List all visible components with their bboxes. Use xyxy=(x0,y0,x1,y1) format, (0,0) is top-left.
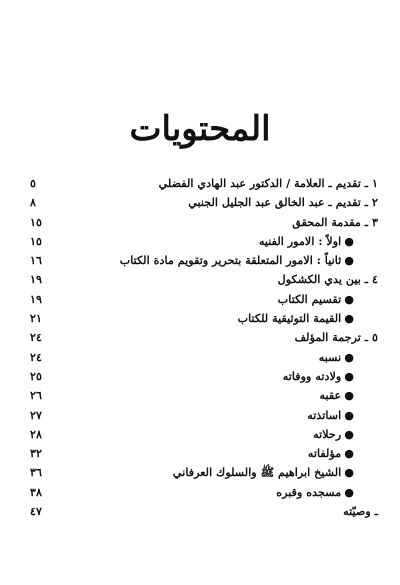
bullet-icon: ● xyxy=(344,426,354,441)
toc-subentry xyxy=(30,290,378,309)
toc-entry-title: ٤ ـ بين يدي الكشكول xyxy=(277,272,378,287)
toc-entry-title: ـ وصيّته xyxy=(343,504,378,519)
toc-entry xyxy=(30,328,378,347)
toc-page-number: ٢٧ xyxy=(30,407,43,422)
toc-entry-title: ٣ ـ مقدمة المحقق xyxy=(292,214,378,229)
toc-entry-title: ولادته ووفاته xyxy=(282,368,342,383)
toc-subentry xyxy=(30,425,378,444)
bullet-icon: ● xyxy=(344,253,354,268)
bullet-icon: ● xyxy=(344,465,354,480)
toc-page-number: ٢١ xyxy=(30,311,43,326)
toc-page-number: ٣٦ xyxy=(30,465,43,480)
toc-subentry xyxy=(30,463,378,482)
toc-entry-title: ٢ ـ تقديم ـ عبد الخالق عبد الجليل الجنبي xyxy=(188,195,378,210)
bullet-icon: ● xyxy=(344,349,354,364)
toc-entry xyxy=(30,502,378,521)
bullet-icon: ● xyxy=(344,484,354,499)
toc-page-number: ٥ xyxy=(30,176,37,190)
toc-page-number: ٢٥ xyxy=(30,368,43,383)
toc-entry-title: مؤلفاته xyxy=(307,446,342,461)
bullet-icon: ● xyxy=(344,368,354,383)
toc-entry-title: ثانياً : الامور المتعلقة بتحرير وتقويم مادة الكتاب xyxy=(119,253,342,268)
toc-entry xyxy=(30,193,378,212)
toc-entry-title: مسجده وقبره xyxy=(276,484,342,499)
toc-entry-title: القيمة التوثيقية للكتاب xyxy=(237,311,342,326)
toc-entry-title: عقبه xyxy=(319,388,342,403)
bullet-icon: ● xyxy=(344,446,354,461)
toc-entry-title: ١ ـ تقديم ـ العلامة / الدكتور عبد الهادي الفضلي xyxy=(158,176,378,190)
toc-page-number: ١٩ xyxy=(30,272,43,287)
toc-subentry xyxy=(30,348,378,367)
toc-entry-title: نسبه xyxy=(318,349,342,364)
toc-entry xyxy=(30,270,378,289)
toc-subentry xyxy=(30,386,378,405)
toc-entry-title: اولاً : الامور الفنيه xyxy=(258,233,342,248)
bullet-icon: ● xyxy=(344,233,354,248)
toc-subentry xyxy=(30,406,378,425)
toc-page-number: ٣٨ xyxy=(30,484,43,499)
bullet-icon: ● xyxy=(344,407,354,422)
toc-entry-title: الشيخ ابراهيم ﷺ والسلوك العرفاني xyxy=(172,465,342,480)
toc-entry-title: ٥ ـ ترجمة المؤلف xyxy=(294,330,378,345)
toc-page-number: ٢٤ xyxy=(30,349,43,364)
toc-entry-title: تقسيم الكتاب xyxy=(277,291,342,306)
bullet-icon: ● xyxy=(344,311,354,326)
toc-subentry xyxy=(30,251,378,270)
toc-page-number: ٢٦ xyxy=(30,388,43,403)
toc-entry xyxy=(30,213,378,232)
toc-page-number: ٣٢ xyxy=(30,446,43,461)
toc-subentry xyxy=(30,232,378,251)
toc-entry xyxy=(30,174,378,193)
toc-subentry xyxy=(30,309,378,328)
bullet-icon: ● xyxy=(344,291,354,306)
toc-subentry xyxy=(30,444,378,463)
toc-page-number: ١٩ xyxy=(30,291,43,306)
toc-page-number: ٢٤ xyxy=(30,330,43,345)
toc-entry-title: اساتذته xyxy=(307,407,342,422)
bullet-icon: ● xyxy=(344,388,354,403)
toc-page-number: ٤٧ xyxy=(30,504,43,519)
toc-subentry xyxy=(30,367,378,386)
table-of-contents xyxy=(30,174,378,521)
toc-page-number: ٨ xyxy=(30,195,37,210)
toc-page-number: ١٥ xyxy=(30,233,43,248)
toc-page-number: ٢٨ xyxy=(30,426,43,441)
page-title: المحتويات xyxy=(129,109,271,149)
toc-page-number: ١٥ xyxy=(30,214,43,229)
toc-subentry xyxy=(30,483,378,502)
toc-entry-title: رحلاته xyxy=(313,426,342,441)
toc-page-number: ١٦ xyxy=(30,253,43,268)
